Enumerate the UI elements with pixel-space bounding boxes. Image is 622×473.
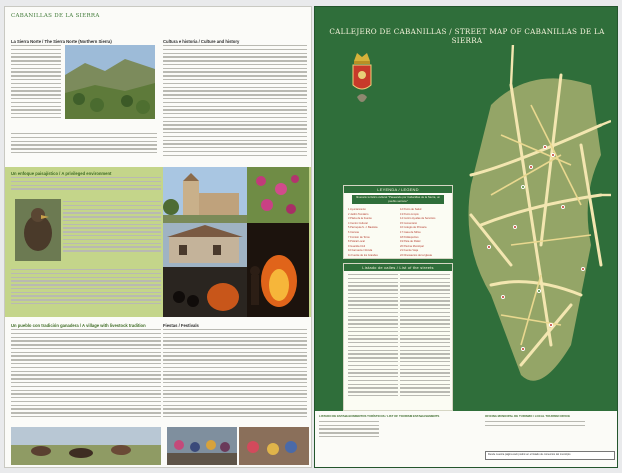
cattle-photo [11, 427, 161, 465]
section-sierra-norte-title: La Sierra Norte / The Sierra Norte (Northern Sierra) [11, 39, 112, 44]
map-marker[interactable] [487, 245, 491, 249]
legend-panel [343, 185, 453, 259]
procession-photo [167, 427, 237, 465]
crowd-night-photo [163, 267, 247, 317]
map-marker[interactable] [581, 267, 585, 271]
establishments-title: LISTADO DE ESTABLECIMIENTOS TURÍSTICOS / LIST OF TOURISM ESTABLISHMENTS [319, 414, 440, 418]
brand-header: CABANILLAS DE LA SIERRA [11, 13, 100, 19]
establishments-list [319, 415, 479, 440]
flowers-photo [247, 167, 309, 223]
legend-item: 14 Centro Ayudas de Servicios [400, 217, 436, 221]
legend-item: 22 Dinosaurios de la Iglesia [400, 253, 432, 257]
map-marker[interactable] [521, 347, 525, 351]
street-map[interactable] [451, 45, 611, 405]
legend-item: 10 Farmacia / Ronda [348, 249, 373, 253]
legend-item: 21 Fuente Vieja [400, 249, 419, 253]
street-list-right [400, 274, 450, 399]
legend-item: 2 Jardín Temático [348, 212, 369, 216]
legend-item: 7 Frontón de Toros [348, 235, 370, 239]
legend-item: 6 Ciervas [348, 230, 359, 234]
section-culture-title: Cultura e historia / Culture and history [163, 39, 240, 44]
legend-list-left [348, 208, 400, 259]
legend-item: 11 Fuente de los Grandes [348, 253, 378, 257]
fire-photo [247, 223, 309, 317]
legend-item: 3 Plaza de la Fuente [348, 217, 372, 221]
tourism-office [485, 415, 613, 428]
text-block [11, 133, 157, 163]
coat-of-arms-icon [349, 51, 375, 109]
legend-item: 15 Cementerio [400, 221, 418, 225]
text-block [11, 177, 161, 199]
map-marker[interactable] [551, 153, 555, 157]
text-block [163, 45, 307, 165]
legend-item: 8 Polical Local [348, 240, 365, 244]
map-title: CALLEJERO DE CABANILLAS / STREET MAP OF CABANILLAS DE LA SIERRA [329, 27, 605, 45]
legend-item: 9 Guardia Civil [348, 244, 366, 248]
street-list-panel [343, 263, 453, 411]
legend-item: 1 Ayuntamiento [348, 208, 366, 211]
text-block [11, 45, 61, 131]
map-marker[interactable] [513, 225, 517, 229]
text-block [11, 269, 161, 315]
section-landscape-title: Un enfoque paisajístico / A privileged environment [11, 171, 112, 176]
section-festivals-title: Fiestas / Festivals [163, 323, 199, 328]
map-marker[interactable] [549, 323, 553, 327]
legend-title: LEYENDA / LEGEND [344, 186, 452, 193]
legend-item: 19 Pista de Pádel [400, 240, 421, 244]
website-note: Desde nuestra página web podrá ver el listado de comercios del municipio [485, 451, 615, 460]
legend-subtitle: Itinerario turístico cultural "Paseando por Cabanillas de la Sierra, un pueblo serrano" [352, 195, 444, 204]
legend-item: 4 Centro Cultural [348, 221, 368, 225]
legend-item: 13 Punto Limpio [400, 212, 419, 216]
legend-list-right [400, 208, 452, 259]
street-list-left [348, 274, 398, 399]
legend-item: 18 Polideportivo [400, 235, 419, 239]
text-block [63, 201, 161, 263]
text-block [163, 329, 307, 429]
legend-item: 12 Punto de Salud [400, 208, 422, 211]
right-page [314, 6, 618, 468]
tourism-office-title: OFICINA MUNICIPAL DE TURISMO / LOCAL TOURISM OFFICE [485, 414, 571, 418]
street-list-title: Listado de calles / List of the streets [344, 264, 452, 271]
text-block [11, 329, 161, 429]
church-photo [163, 167, 247, 223]
hillside-photo [65, 45, 155, 119]
legend-item: 17 Casa de Niños [400, 230, 421, 234]
map-marker[interactable] [561, 205, 565, 209]
festival-crowd-photo [239, 427, 309, 465]
legend-item: 5 Parroquia S. J. Bautista [348, 226, 378, 230]
map-marker[interactable] [501, 295, 505, 299]
map-marker[interactable] [543, 145, 547, 149]
section-livestock-title: Un pueblo con tradición ganadera / A village with livestock tradition [11, 323, 146, 328]
house-photo [163, 223, 247, 267]
map-marker[interactable] [529, 165, 533, 169]
left-page [4, 6, 312, 468]
map-marker[interactable] [537, 289, 541, 293]
bird-photo [15, 199, 61, 261]
legend-item: 16 Colegio de Primaria [400, 226, 427, 230]
legend-item: 20 Piscina Municipal [400, 244, 424, 248]
map-marker[interactable] [521, 185, 525, 189]
